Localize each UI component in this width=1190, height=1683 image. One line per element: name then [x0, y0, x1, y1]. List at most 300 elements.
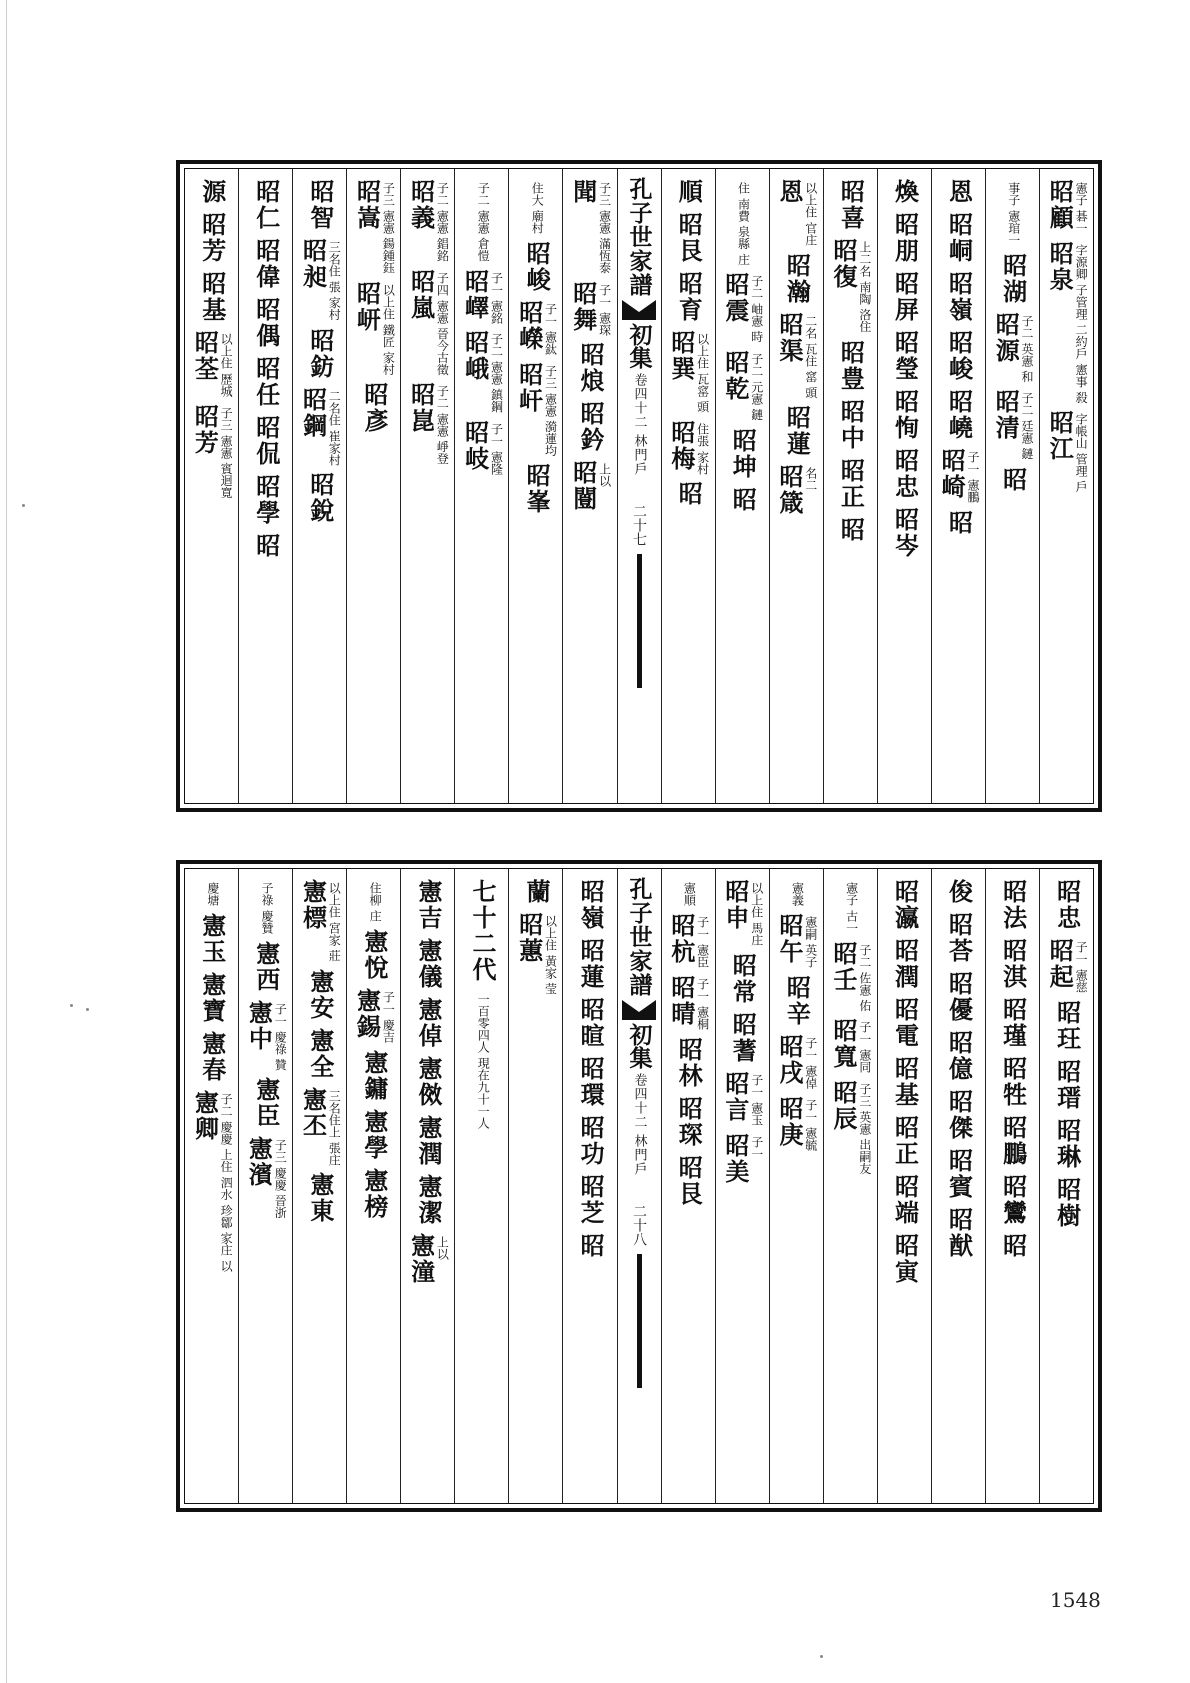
collection-label: 初集: [625, 1023, 653, 1069]
genealogy-entry: [251, 533, 281, 559]
annotation-note: 子二 憲憲 錩銘: [435, 182, 450, 262]
leaf-number: 二十七: [631, 504, 647, 547]
genealogy-entry: [576, 879, 606, 931]
genealogy-entry: [529, 179, 544, 234]
genealogy-grid-top: [184, 168, 1094, 804]
left-page-column-4: [400, 169, 454, 803]
person-name: 昭林: [674, 1036, 704, 1089]
genealogy-entry: [407, 269, 448, 376]
person-name: 昭法: [998, 879, 1028, 931]
left-page-column-5: [346, 869, 400, 1503]
person-name: 昭嶺: [944, 271, 974, 323]
annotation-note: 子二 憲憲 倉愷: [476, 182, 491, 262]
person-name: 昭源: [991, 311, 1021, 364]
genealogy-entry: [890, 389, 920, 441]
annotation-note: 子一 憲倬: [803, 1036, 818, 1089]
person-name: 源: [197, 179, 227, 205]
genealogy-entry: [407, 1233, 448, 1285]
person-name: 昭忠: [890, 448, 920, 500]
person-name: 昭義: [406, 179, 436, 231]
annotation-note: 以上住 宮家 莊: [327, 882, 342, 962]
person-name: 昭鋼: [298, 386, 328, 439]
genealogy-entry: [836, 339, 866, 392]
person-name: 昭侃: [251, 415, 281, 467]
genealogy-spread-bottom: [176, 860, 1102, 1512]
genealogy-entry: [204, 879, 219, 906]
scan-speck: [820, 1655, 823, 1658]
person-name: 昭坤: [728, 427, 758, 480]
genealogy-entry: [998, 467, 1028, 494]
left-page-column-6: [292, 869, 346, 1503]
genealogy-entry: [836, 457, 866, 510]
person-name: 昭銳: [305, 472, 335, 525]
person-name: 憲悅: [359, 928, 389, 981]
genealogy-entry: [998, 879, 1028, 931]
annotation-note: 子一 憲臣: [695, 916, 710, 968]
person-name: 昭嶸: [514, 299, 544, 352]
person-name: 昭峨: [460, 330, 490, 383]
person-name: 昭億: [944, 1030, 974, 1082]
person-name: 昭仁: [251, 179, 281, 231]
genealogy-entry: [576, 997, 606, 1049]
genealogy-entry: [461, 269, 502, 324]
genealogy-entry: [944, 912, 974, 964]
genealogy-entry: [667, 330, 708, 413]
annotation-note: 二名 瓦住 窰 頭: [803, 314, 818, 399]
annotation-note: 以上住 鐵匠 家村: [381, 283, 396, 376]
annotation-note: 三名住上 張庄: [327, 1089, 342, 1166]
person-name: 昭中: [836, 398, 866, 451]
genealogy-entry: [361, 382, 387, 434]
volume-label: 卷四十二 林門戶: [631, 1073, 647, 1177]
genealogy-entry: [836, 179, 866, 231]
genealogy-entry: [191, 1090, 232, 1272]
person-name: 憲潔: [413, 1174, 443, 1226]
leaf-number: 二十八: [631, 1204, 647, 1247]
person-name: 昭渠: [774, 311, 804, 364]
genealogy-entry: [890, 938, 920, 990]
genealogy-entry: [197, 1031, 227, 1083]
left-page-column-1: [562, 169, 616, 803]
genealogy-entry: [890, 1233, 920, 1285]
annotation-note: 上以: [597, 463, 612, 488]
genealogy-entry: [667, 420, 708, 475]
genealogy-entry: [674, 1036, 704, 1089]
person-name: 昭嶺: [576, 879, 606, 931]
genealogy-entry: [944, 879, 974, 905]
person-name: 憲榜: [359, 1167, 389, 1220]
genealogy-entry: [944, 330, 974, 382]
left-page-column-5: [346, 169, 400, 803]
person-name: 昭鵬: [998, 1115, 1028, 1167]
annotation-note: 子二 佐憲 佑: [857, 943, 872, 1012]
genealogy-entry: [305, 1172, 335, 1225]
person-name: 昭晴: [666, 974, 696, 1027]
genealogy-entry: [576, 1174, 606, 1226]
genealogy-entry: [576, 401, 606, 454]
genealogy-entry: [674, 1154, 704, 1207]
annotation-note: 住大 廟村: [530, 182, 545, 234]
genealogy-entry: [197, 179, 227, 205]
person-name: 憲儀: [413, 938, 443, 990]
genealogy-entry: [461, 330, 502, 413]
genealogy-entry: [728, 1011, 758, 1064]
genealogy-entry: [674, 1095, 704, 1148]
person-name: 憲全: [305, 1027, 335, 1080]
annotation-note: 一百零四人 現在九十一人: [476, 993, 491, 1129]
person-name: 昭杭: [666, 913, 696, 965]
person-name: 昭偶: [251, 297, 281, 349]
person-name: 昭巽: [666, 330, 696, 382]
book-title: 孔子世家譜: [625, 177, 653, 297]
person-name: 昭學: [251, 474, 281, 526]
genealogy-entry: [515, 300, 556, 355]
genealogy-entry: [353, 988, 394, 1043]
genealogy-entry: [515, 912, 556, 995]
person-name: 憲東: [305, 1172, 335, 1225]
person-name: 昭顧: [1045, 179, 1075, 231]
genealogy-entry: [776, 312, 817, 398]
person-name: 昭闓: [568, 460, 598, 513]
genealogy-entry: [674, 179, 704, 205]
genealogy-entry: [735, 179, 750, 265]
person-name: 昭艮: [674, 212, 704, 264]
person-name: 昭忠: [1052, 879, 1082, 931]
genealogy-entry: [299, 879, 340, 962]
genealogy-entry: [576, 342, 606, 395]
person-name: 昭屏: [890, 271, 920, 323]
annotation-note: 二名住 崔家村: [327, 389, 342, 466]
right-page-column-2: [985, 169, 1039, 803]
person-name: 恩: [774, 179, 804, 205]
genealogy-entry: [830, 238, 871, 333]
genealogy-entry: [415, 997, 441, 1049]
genealogy-entry: [890, 179, 920, 205]
person-name: 昭寅: [890, 1233, 920, 1285]
person-name: 昭言: [720, 1070, 750, 1123]
person-name: 憲卿: [190, 1090, 220, 1142]
genealogy-entry: [830, 941, 871, 1012]
annotation-note: 子一 慶祿 贊: [273, 1002, 288, 1071]
annotation-note: 子一 憲慈: [1074, 941, 1089, 993]
right-page-column-5: [823, 169, 877, 803]
genealogy-entry: [843, 879, 858, 934]
genealogy-entry: [944, 509, 974, 536]
genealogy-entry: [1052, 1117, 1082, 1170]
person-name: 昭基: [197, 271, 227, 323]
genealogy-entry: [944, 1148, 974, 1200]
person-name: 昭庚: [774, 1095, 804, 1148]
person-name: 昭: [728, 486, 758, 513]
genealogy-entry: [944, 179, 974, 205]
genealogy-entry: [890, 212, 920, 264]
genealogy-entry: [468, 879, 498, 983]
annotation-note: 憲子 碁一: [1074, 182, 1089, 234]
person-name: 昭蕙: [514, 912, 544, 964]
annotation-note: 住張 家村: [695, 422, 710, 475]
person-name: 昭玨: [1052, 999, 1082, 1052]
person-name: 憲濱: [244, 1136, 274, 1189]
genealogy-entry: [258, 879, 273, 934]
genealogy-entry: [1052, 1058, 1082, 1111]
annotation-note: 子一 慶吉: [381, 990, 396, 1043]
person-name: 昭樹: [1052, 1176, 1082, 1229]
genealogy-entry: [776, 464, 817, 516]
genealogy-entry: [522, 463, 552, 516]
person-name: 憲西: [251, 940, 281, 993]
genealogy-entry: [722, 1071, 763, 1126]
genealogy-entry: [998, 1115, 1028, 1167]
genealogy-entry: [1046, 241, 1087, 403]
person-name: 昭岐: [460, 420, 490, 473]
genealogy-entry: [251, 179, 281, 231]
right-page-column-6: [769, 169, 823, 803]
annotation-note: 以上住 黃家 莹: [543, 915, 558, 995]
person-name: 昭豊: [836, 339, 866, 392]
left-page-column-1: [562, 869, 616, 1503]
genealogy-entry: [353, 179, 394, 274]
genealogy-entry: [197, 212, 227, 264]
annotation-note: 子一 憲鵬: [965, 451, 980, 503]
person-name: 昭任: [251, 356, 281, 408]
left-page-column-4: [400, 869, 454, 1503]
annotation-note: 上以: [435, 1236, 450, 1260]
right-page-column-7: [715, 869, 769, 1503]
volume-label: 卷四十二 林門戶: [631, 373, 647, 477]
genealogy-entry: [667, 975, 708, 1030]
genealogy-entry: [681, 879, 696, 906]
left-page-column-6: [292, 169, 346, 803]
genealogy-entry: [305, 968, 335, 1021]
genealogy-grid-bottom: [184, 868, 1094, 1504]
person-name: 昭育: [674, 271, 704, 323]
right-page-column-6: [769, 869, 823, 1503]
genealogy-entry: [191, 330, 232, 397]
genealogy-entry: [722, 350, 763, 421]
person-name: 昭偉: [251, 238, 281, 290]
person-name: 昭午: [774, 913, 804, 965]
person-name: 昭箴: [774, 464, 804, 517]
genealogy-entry: [415, 879, 441, 931]
person-name: 昭優: [944, 971, 974, 1023]
genealogy-entry: [938, 448, 979, 503]
genealogy-entry: [776, 1034, 817, 1089]
person-name: 昭端: [890, 1174, 920, 1226]
person-name: 昭嶢: [944, 389, 974, 441]
annotation-note: 住 南費 泉縣 庄: [736, 182, 751, 266]
page-number: 1548: [1050, 1588, 1101, 1612]
genealogy-entry: [515, 362, 556, 457]
genealogy-entry: [361, 1109, 387, 1161]
genealogy-entry: [197, 271, 227, 323]
person-name: 昭智: [305, 179, 335, 231]
scan-speck: [70, 1004, 73, 1007]
person-name: 昭辰: [829, 1080, 859, 1133]
annotation-note: 以上住 官庄: [803, 182, 818, 246]
genealogy-entry: [299, 1087, 340, 1166]
fish-tail-mark-icon: [622, 1000, 656, 1020]
genealogy-entry: [890, 271, 920, 323]
center-gutter: [617, 869, 661, 1503]
annotation-note: 子三 英憲 出嗣友: [857, 1083, 872, 1175]
genealogy-entry: [361, 1050, 387, 1102]
right-page-column-8: [661, 169, 715, 803]
person-name: 昭芝: [576, 1174, 606, 1226]
genealogy-entry: [197, 972, 227, 1024]
person-name: 昭起: [1045, 938, 1075, 990]
genealogy-entry: [197, 913, 227, 965]
genealogy-entry: [461, 420, 502, 475]
person-name: 昭正: [890, 1115, 920, 1167]
annotation-note: 以上住 歷城: [219, 333, 234, 397]
annotation-note: 以上住 馬庄: [749, 882, 764, 946]
genealogy-entry: [361, 1168, 387, 1220]
genealogy-entry: [674, 271, 704, 323]
genealogy-entry: [890, 1115, 920, 1167]
genealogy-entry: [353, 281, 394, 376]
person-name: 昭琳: [1052, 1117, 1082, 1170]
genealogy-entry: [890, 879, 920, 931]
collection-label: 初集: [625, 323, 653, 369]
genealogy-entry: [728, 486, 758, 513]
genealogy-entry: [890, 330, 920, 382]
annotation-note: 子二 英憲 和: [1020, 314, 1034, 383]
annotation-note: 子二 廷憲 鏈: [1020, 392, 1034, 461]
person-name: 昭瑩: [890, 330, 920, 382]
genealogy-entry: [305, 327, 335, 380]
person-name: 昭崑: [406, 382, 436, 435]
genealogy-entry: [191, 404, 232, 499]
person-name: 昭舞: [568, 280, 598, 333]
person-name: 昭傑: [944, 1089, 974, 1141]
person-name: 昭恂: [890, 389, 920, 441]
genealogy-entry: [992, 312, 1033, 383]
person-name: 昭潤: [890, 938, 920, 990]
annotation-note: 子一 憲銘: [489, 271, 504, 324]
genealogy-entry: [998, 997, 1028, 1049]
person-name: 煥: [890, 179, 920, 205]
person-name: 昭電: [890, 997, 920, 1049]
annotation-note: 子三 憲憲 賓迴寬: [219, 406, 234, 499]
genealogy-entry: [576, 1056, 606, 1108]
person-name: 昭湖: [998, 252, 1028, 305]
annotation-note: 子三 憲憲 鍚鍾鈺: [381, 182, 396, 274]
genealogy-entry: [576, 1233, 606, 1259]
person-name: 昭瀛: [890, 879, 920, 931]
genealogy-entry: [522, 240, 552, 293]
left-page-column-2: [508, 869, 562, 1503]
genealogy-entry: [890, 448, 920, 500]
genealogy-entry: [830, 1018, 871, 1073]
genealogy-entry: [1046, 410, 1087, 493]
genealogy-entry: [415, 938, 441, 990]
left-page-column-7: [238, 869, 292, 1503]
person-name: 昭震: [720, 272, 750, 325]
person-name: 憲潼: [406, 1233, 436, 1285]
person-name: 憲寶: [197, 972, 227, 1024]
annotation-note: 憲嗣 英子: [803, 916, 818, 968]
genealogy-entry: [415, 1174, 441, 1226]
genealogy-entry: [569, 179, 610, 274]
scan-speck: [22, 504, 25, 507]
genealogy-entry: [251, 356, 281, 408]
genealogy-entry: [998, 938, 1028, 990]
genealogy-entry: [245, 1000, 286, 1071]
person-name: 順: [674, 179, 704, 205]
person-name: 昭淇: [998, 938, 1028, 990]
person-name: 昭梅: [666, 419, 696, 472]
genealogy-entry: [944, 271, 974, 323]
annotation-note: 憲順: [682, 882, 697, 906]
person-name: 昭喜: [836, 179, 866, 231]
genealogy-entry: [1046, 938, 1087, 993]
genealogy-entry: [474, 990, 489, 1129]
annotation-note: 子一 憲同: [857, 1021, 872, 1074]
person-name: 昭寬: [829, 1018, 859, 1071]
center-gutter: [617, 169, 661, 803]
annotation-note: 子二 岫憲 時: [749, 275, 764, 344]
person-name: 昭功: [576, 1115, 606, 1167]
person-name: 昭峯: [522, 463, 552, 516]
person-name: 昭辛: [782, 974, 812, 1027]
person-name: 昭艮: [674, 1154, 704, 1207]
left-page-column-3: [454, 869, 508, 1503]
genealogy-entry: [576, 1115, 606, 1167]
genealogy-entry: [728, 427, 758, 480]
left-page-column-3: [454, 169, 508, 803]
person-name: 昭峻: [944, 330, 974, 382]
person-name: 昭申: [720, 879, 750, 931]
genealogy-entry: [674, 212, 704, 264]
genealogy-entry: [667, 913, 708, 968]
genealogy-entry: [890, 1056, 920, 1108]
person-name: 七十二代: [468, 879, 498, 983]
person-name: 憲丕: [298, 1086, 328, 1139]
person-name: 昭乾: [720, 350, 750, 403]
genealogy-entry: [251, 415, 281, 467]
annotation-note: 子一 憲琛: [597, 283, 612, 336]
person-name: 昭嵐: [406, 268, 436, 321]
person-name: 昭芳: [190, 403, 220, 456]
person-name: 昭岍: [352, 280, 382, 333]
person-name: 昭美: [720, 1132, 750, 1185]
person-name: 昭江: [1045, 410, 1075, 463]
genealogy-entry: [366, 879, 381, 922]
genealogy-entry: [836, 516, 866, 543]
annotation-note: 子二 元憲 鏈: [749, 353, 764, 421]
person-name: 憲玉: [197, 913, 227, 965]
annotation-note: 字源卿 子管理 二約戶 憲事 殺: [1074, 243, 1089, 404]
genealogy-entry: [944, 971, 974, 1023]
annotation-note: 慶塘: [205, 882, 220, 906]
genealogy-entry: [836, 398, 866, 451]
genealogy-entry: [361, 929, 387, 981]
annotation-note: 子三 憲憲 滿恆泰: [597, 182, 612, 274]
person-name: 昭賓: [944, 1148, 974, 1200]
person-name: 憲吉: [413, 879, 443, 931]
person-name: 昭: [251, 533, 281, 559]
genealogy-entry: [474, 179, 489, 262]
genealogy-entry: [890, 1174, 920, 1226]
person-name: 昭蓮: [576, 938, 606, 990]
right-page-column-7: [715, 169, 769, 803]
annotation-note: 子一 憲毓: [803, 1098, 818, 1151]
genealogy-entry: [944, 212, 974, 264]
person-name: 憲傚: [413, 1056, 443, 1108]
annotation-note: 子一 憲玉: [749, 1073, 764, 1126]
genealogy-entry: [998, 1174, 1028, 1226]
left-page-column-8: [185, 869, 238, 1503]
